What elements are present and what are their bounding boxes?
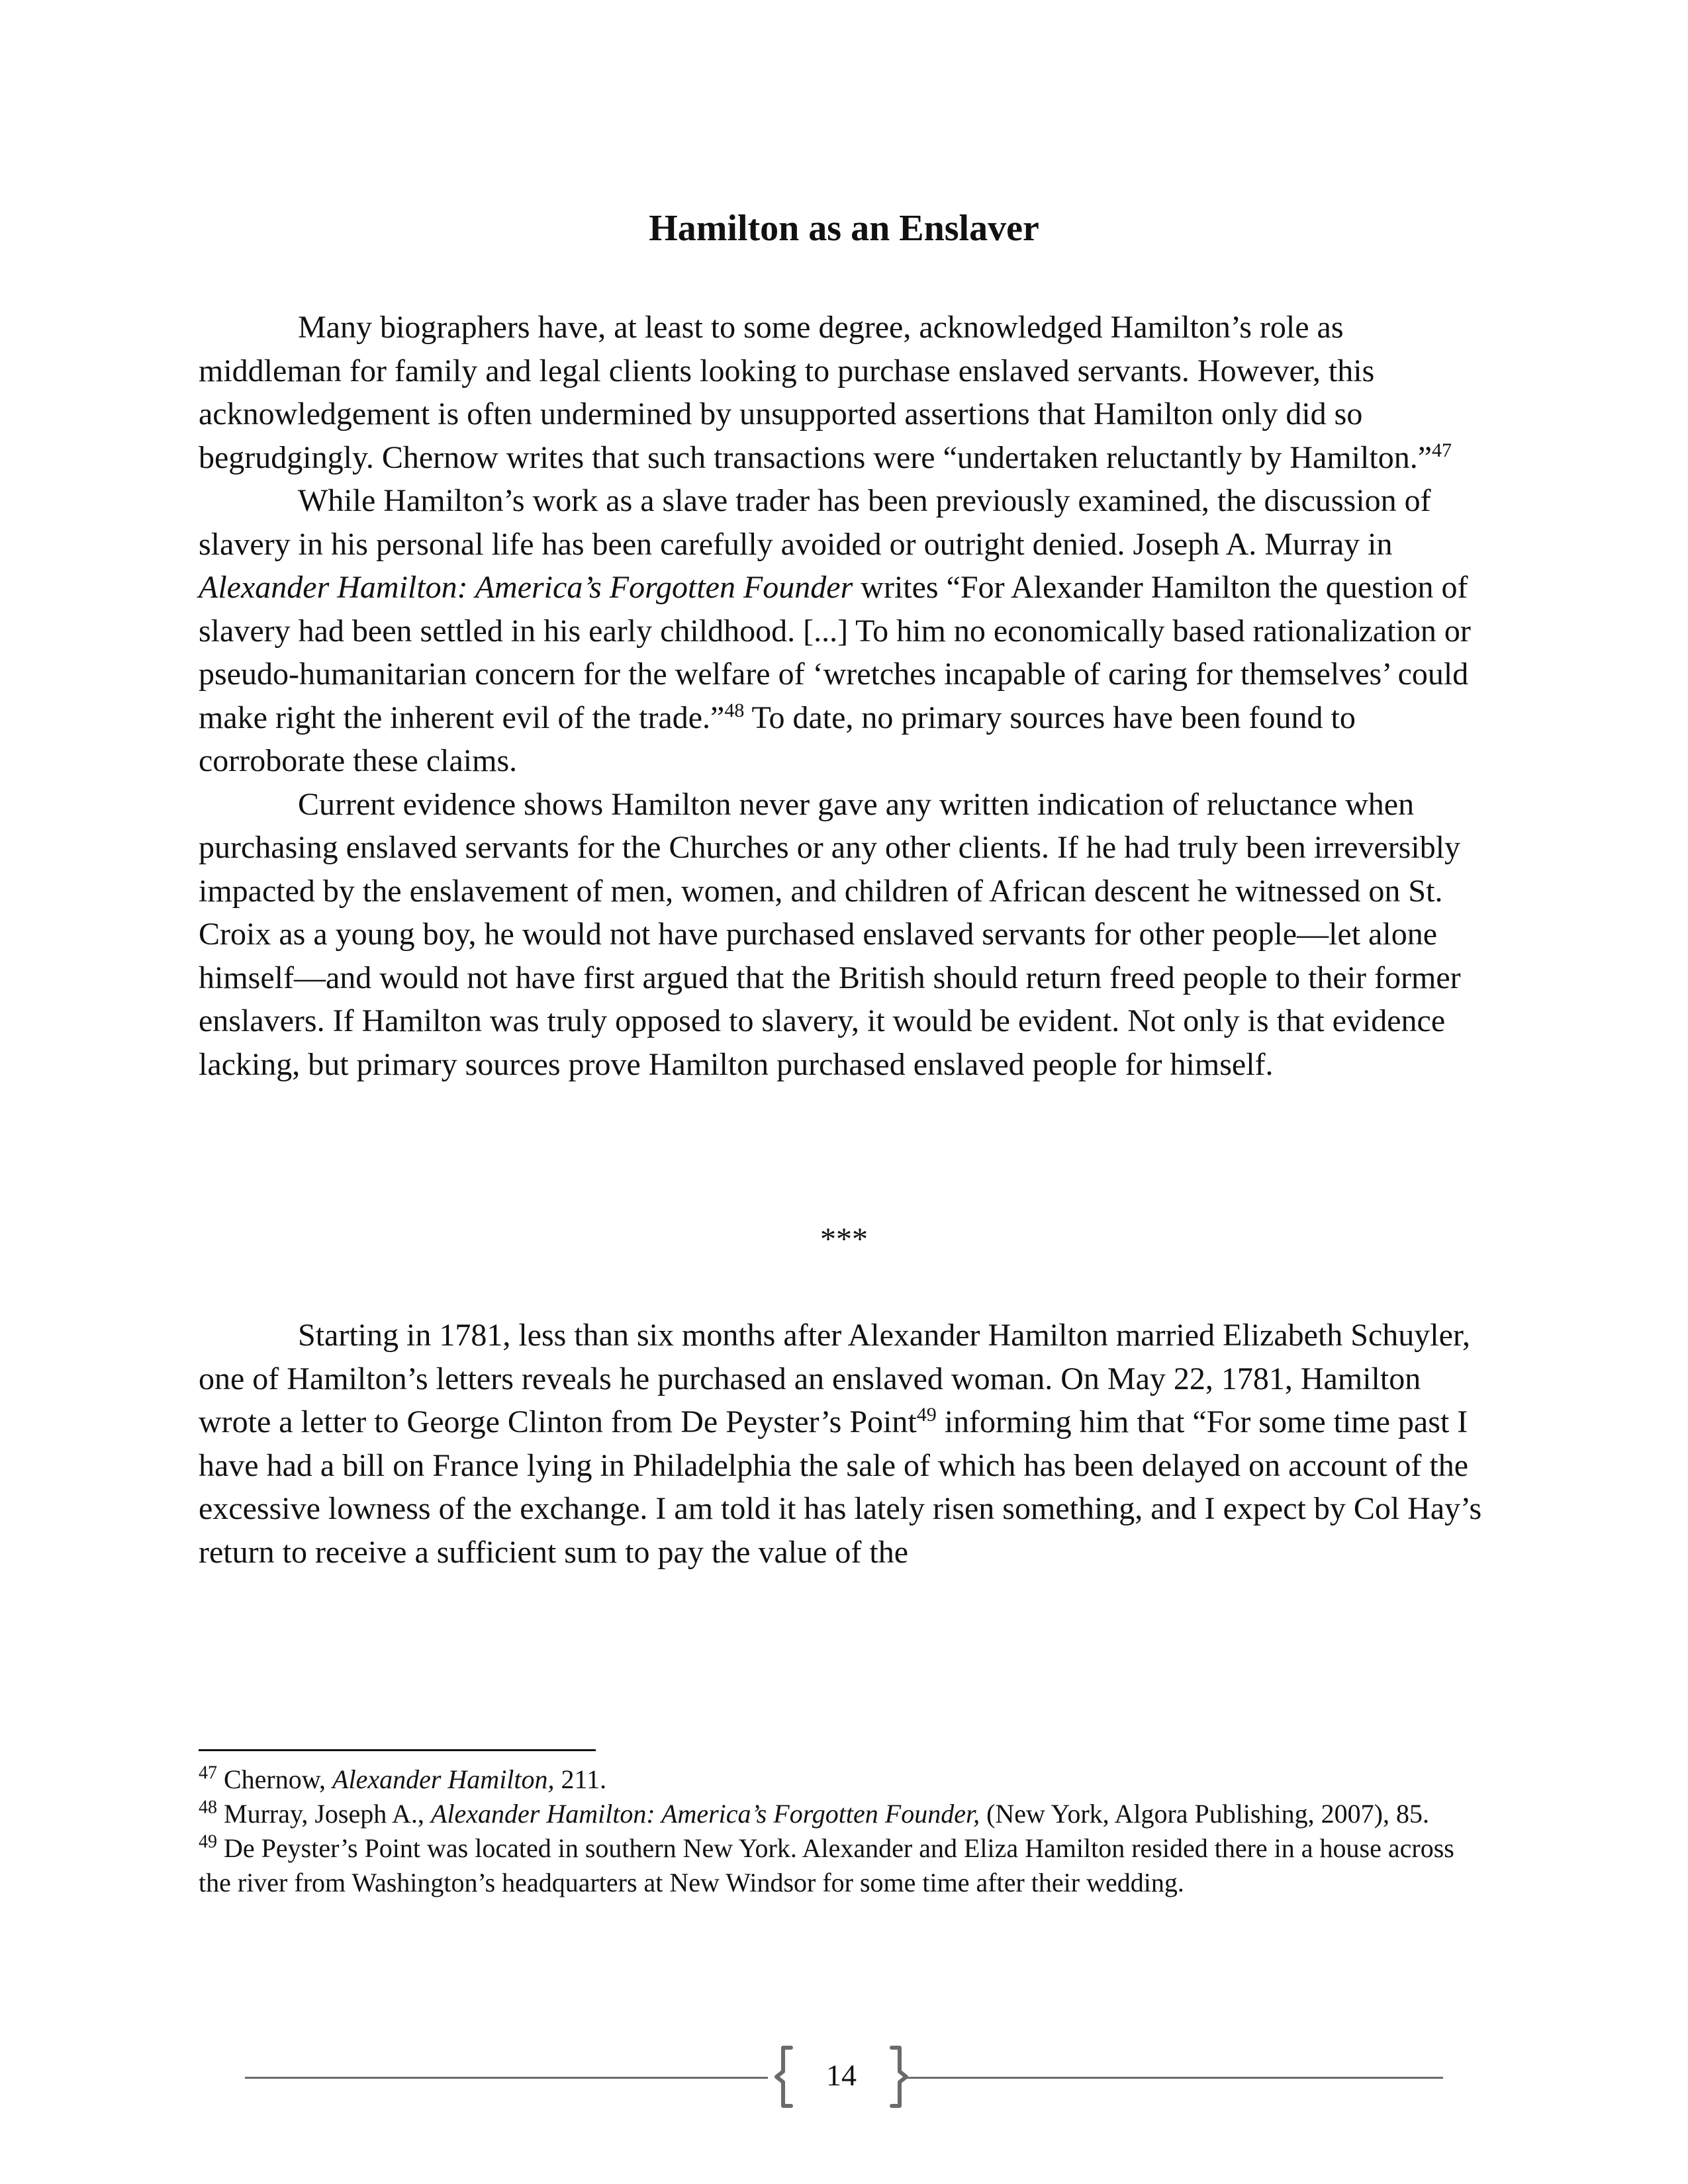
footnote-text: Chernow,	[217, 1764, 333, 1794]
paragraph-text: Current evidence shows Hamilton never gave any written indication of reluctance when purchasing enslaved servants for the Churches or any other clients. If he had truly been irreversibly impacted by the enslavement of men, women, and children of African descent he witnessed on St. Croix as a young boy, he would not have purchased enslaved servants for other people—let alone himself—and would not have first argued that the British should return freed people to their former enslavers. If Hamilton was truly opposed to slavery, it would be evident. Not only is that evidence lacking, but primary sources prove Hamilton purchased enslaved people for himself.	[199, 786, 1461, 1082]
footnote-text: Murray, Joseph A.,	[217, 1799, 431, 1829]
footnote-text: De Peyster’s Point was located in southern New York. Alexander and Eliza Hamilton resided there in a house across the river from Washington’s headquarters at New Windsor for some time after their wedding.	[199, 1833, 1454, 1897]
paragraph-text: To date, no primary sources have been found to corroborate these claims.	[199, 700, 1356, 778]
paragraph-1	[199, 306, 1489, 479]
section-divider: ***	[820, 1222, 868, 1257]
paragraph-2	[199, 479, 1489, 783]
footnote-47	[199, 1762, 1489, 1797]
paragraph-3	[199, 783, 1489, 1087]
footnote-number: 49	[199, 1831, 217, 1852]
footnote-ref-47[interactable]: 47	[1432, 439, 1452, 461]
paragraph-text: writes “For Alexander Hamilton the question of slavery had been settled in his early childhood. [...] To him no economically based rationalization or pseudo-humanitarian concern for the welfare of ‘wretches incapable of caring for themselves’ could make right the inherent evil of the trade.”	[199, 570, 1471, 735]
paragraph-text: While Hamilton’s work as a slave trader has been previously examined, the discussion of slavery in his personal life has been carefully avoided or outright denied. Joseph A. Murray in	[199, 483, 1431, 562]
footnote-separator	[199, 1749, 596, 1751]
page-number: 14	[826, 2058, 857, 2092]
footnote-text: (New York, Algora Publishing, 2007), 85.	[980, 1799, 1429, 1829]
footer-rule-right	[907, 2077, 1443, 2079]
footnote-48	[199, 1797, 1489, 1831]
footnote-ref-49[interactable]: 49	[916, 1404, 937, 1426]
footnote-number: 47	[199, 1762, 217, 1784]
left-bracket-icon	[771, 2045, 798, 2109]
footnote-book-title: Alexander Hamilton: America’s Forgotten Founder,	[430, 1799, 980, 1829]
footnote-number: 48	[199, 1797, 217, 1818]
footnote-book-title: Alexander Hamilton,	[332, 1764, 555, 1794]
book-title: Alexander Hamilton: America’s Forgotten Founder	[199, 570, 853, 605]
page-title: Hamilton as an Enslaver	[649, 208, 1039, 249]
paragraph-text: Starting in 1781, less than six months after Alexander Hamilton married Elizabeth Schuyler, one of Hamilton’s letters reveals he purchased an enslaved woman. On May 22, 1781, Hamilton wrote a letter to George Clinton from De Peyster’s Point	[199, 1318, 1471, 1439]
body-section-2	[199, 1314, 1489, 1574]
paragraph-text: informing him that “For some time past I have had a bill on France lying in Philadelphia the sale of which has been delayed on account of the excessive lowness of the exchange. I am told it has lately risen something, and I expect by Col Hay’s return to receive a sufficient sum to pay the value of the	[199, 1404, 1482, 1570]
body-section-1	[199, 306, 1489, 1086]
footnote-49	[199, 1831, 1489, 1900]
footer-rule-left	[245, 2077, 768, 2079]
page-footer	[245, 2045, 1443, 2111]
footnote-ref-48[interactable]: 48	[724, 699, 745, 721]
paragraph-4	[199, 1314, 1489, 1574]
paragraph-text: Many biographers have, at least to some degree, acknowledged Hamilton’s role as middleman for family and legal clients looking to purchase enslaved servants. However, this acknowledgement is often undermined by unsupported assertions that Hamilton only did so begrudgingly. Chernow writes that such transactions were “undertaken reluctantly by Hamilton.”	[199, 310, 1432, 475]
footnotes	[199, 1762, 1489, 1900]
footnote-text: 211.	[554, 1764, 607, 1794]
